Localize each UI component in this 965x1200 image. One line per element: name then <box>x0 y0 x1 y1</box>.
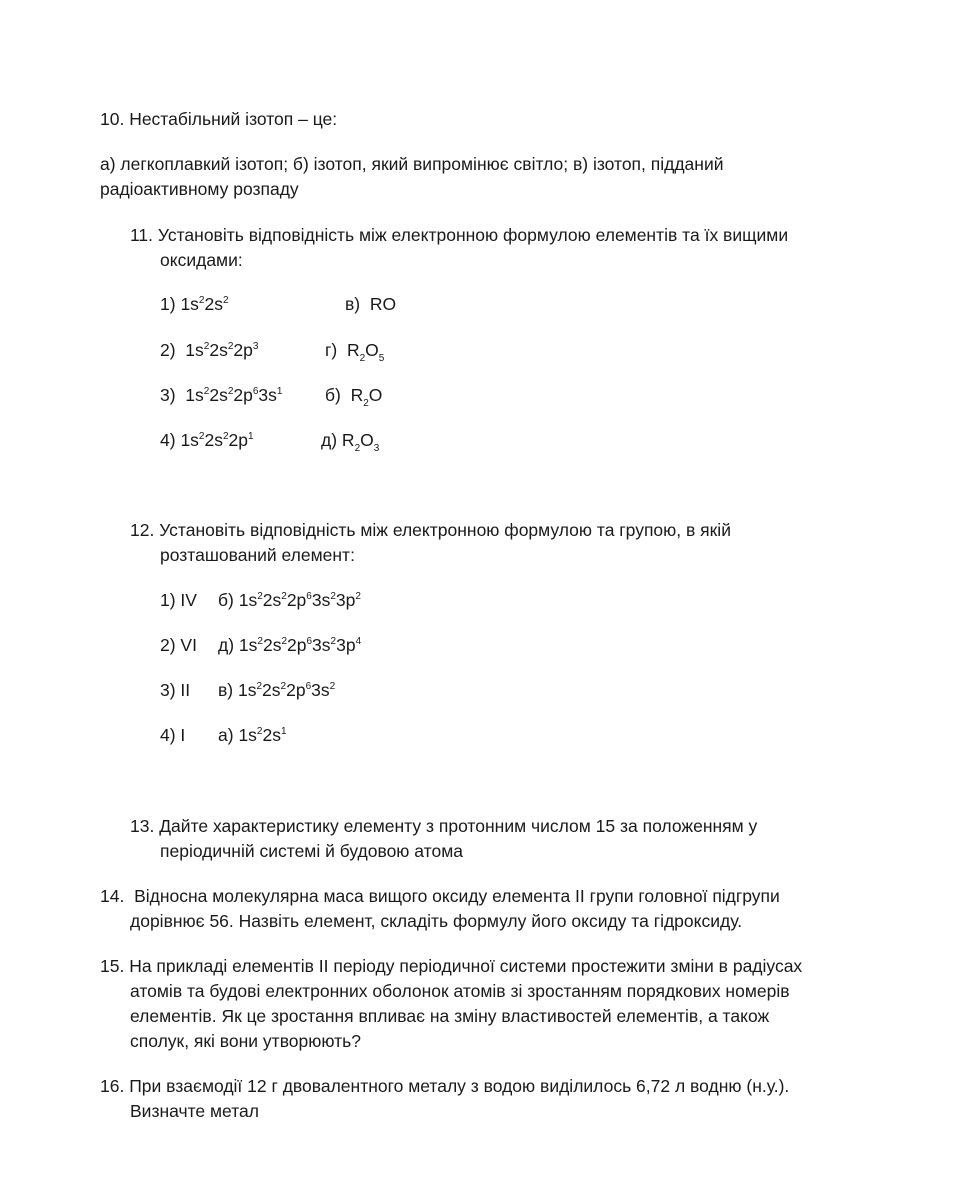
q15-lines <box>130 979 790 1054</box>
q11-left-3: 3) $1s^22s^22p^63s^1$ <box>160 385 283 405</box>
q11-left-1: 1) $1s^22s^2$ <box>160 294 229 314</box>
q10-answer-line-1: а) легкоплавкий ізотоп; б) ізотоп, який випромінює світло; в) ізотоп, підданий <box>100 154 724 174</box>
question-13 <box>130 814 757 839</box>
q11-line-2: оксидами: <box>160 250 243 270</box>
q11-line-1: Установіть відповідність між електронною формулою елементів та їх вищими <box>157 225 789 245</box>
q16-line-2: Визначте метал <box>130 1101 259 1121</box>
q10-answers <box>100 152 724 202</box>
q10-answer-line-2: радіоактивному розпаду <box>100 179 299 199</box>
q12-row-2: 2) VI д) $1s^22s^22p^63s^23p^4$ <box>160 635 362 655</box>
q11-line-2-wrap <box>160 248 243 273</box>
q11-left-2: 2) $1s^22s^22p^3$ <box>160 340 259 360</box>
question-12 <box>130 518 731 543</box>
q12-line-2-wrap <box>160 543 355 568</box>
q11-right-4: д) $R_2O_3$ <box>321 430 380 454</box>
q16-number: 16. <box>100 1076 125 1096</box>
question-14 <box>100 884 780 909</box>
q15-line-2: атомів та будові електронних оболонок атомів зі зростанням порядкових номерів <box>130 981 790 1001</box>
q15-number: 15. <box>100 956 125 976</box>
q15-line-1: На прикладі елементів II періоду періодичної системи простежити зміни в радіусах <box>129 956 803 976</box>
q10-title: 10. Нестабільний ізотоп – це: <box>100 109 338 129</box>
q11-right-1: в) RO <box>345 294 397 314</box>
q11-right-3: б) $R_2O$ <box>325 385 383 409</box>
q14-number: 14. <box>100 886 125 906</box>
q15-line-3: елементів. Як це зростання впливає на зміну властивостей елементів, а також <box>130 1006 770 1026</box>
question-10 <box>100 107 337 132</box>
question-16 <box>100 1074 789 1099</box>
q12-row-1: 1) IV б) $1s^22s^22p^63s^23p^2$ <box>160 590 361 610</box>
q11-number: 11. <box>130 225 154 245</box>
q14-line-2: дорівнює 56. Назвіть елемент, складіть формулу його оксиду та гідроксиду. <box>130 911 743 931</box>
q12-row-3: 3) II в) $1s^22s^22p^63s^2$ <box>160 680 336 700</box>
q13-line-2-wrap <box>160 839 463 864</box>
q12-row-4: 4) I а) $1s^22s^1$ <box>160 725 287 745</box>
q15-line-4: сполук, які вони утворюють? <box>130 1031 361 1051</box>
question-15 <box>100 954 802 979</box>
q14-line-1: Відносна молекулярна маса вищого оксиду елемента II групи головної підгрупи <box>134 886 780 906</box>
q13-line-2: періодичній системі й будовою атома <box>160 841 463 861</box>
q11-left-4: 4) $1s^22s^22p^1$ <box>160 430 254 450</box>
q13-line-1: Дайте характеристику елементу з протонним числом 15 за положенням у <box>159 816 758 836</box>
q16-line-1: При взаємодії 12 г двовалентного металу з водою виділилось 6,72 л водню (н.у.). <box>129 1076 790 1096</box>
q16-line-2-wrap <box>130 1099 259 1124</box>
question-11 <box>130 223 788 248</box>
q12-line-1: Установіть відповідність між електронною формулою та групою, в якій <box>159 520 731 540</box>
q12-number: 12. <box>130 520 155 540</box>
q12-line-2: розташований елемент: <box>160 545 355 565</box>
q14-line-2-wrap <box>130 909 742 934</box>
q11-right-2: г) $R_2O_5$ <box>325 340 385 364</box>
q13-number: 13. <box>130 816 155 836</box>
